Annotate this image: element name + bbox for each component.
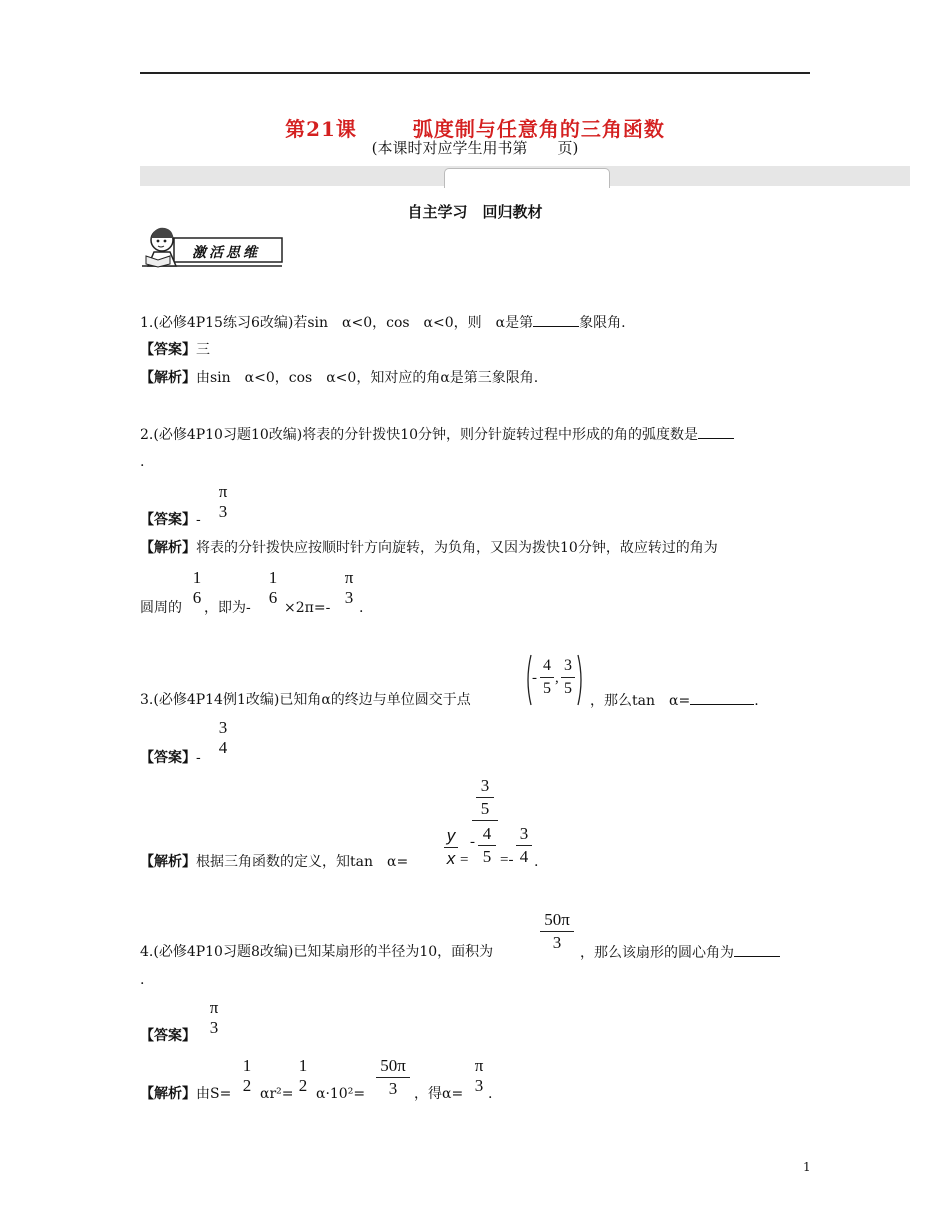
q4-half-1: 1 2 [242,1056,252,1095]
q2-analysis: 【解析】将表的分针拨快应按顺时针方向旋转，为负角，又因为拨快10分钟，故应转过的角为 [140,540,718,556]
q2-fraction-1: 1 6 [192,568,202,607]
left-paren-icon [524,654,532,706]
activate-thinking-badge [140,226,286,272]
q4-question: 4.(必修4P10习题8改编)已知某扇形的半径为10，面积为 [140,944,494,960]
q3-point-y: 3 5 [561,656,575,699]
right-paren-icon [577,654,585,706]
q4-result-fraction: π 3 [474,1056,484,1095]
q4-question-b: ，那么该扇形的圆心角为 [580,942,780,963]
q4-half-2: 1 2 [298,1056,308,1095]
q2-fraction-3: π 3 [344,568,354,607]
q3-top-fraction: 3 5 [476,776,494,819]
q2-analysis-b: ，即为- [204,600,251,616]
q3-point: - 4 5 , 3 5 [524,654,586,706]
q2-question-end: . [140,454,145,470]
q2-fraction-2: 1 6 [268,568,278,607]
q2-blank [698,424,734,439]
q3-bottom-fraction: 4 5 [478,824,496,867]
top-rule [140,72,810,74]
lesson-number: 第21课 [285,117,357,141]
q3-answer: 【答案】- [140,750,201,766]
lesson-subtitle: (本课时对应学生用书第 页) [371,139,579,157]
q4-analysis: 【解析】由S= [140,1086,232,1102]
q1-blank [533,312,579,327]
q3-y-over-x: y x [444,826,458,869]
q3-result-fraction: 3 4 [516,824,532,867]
q4-blank [734,942,780,957]
q4-answer: 【答案】 [140,1028,196,1044]
q1-question: 1.(必修4P15练习6改编)若sin α<0，cos α<0，则 α是第 象限角. [140,312,626,333]
q3-blank [690,690,754,705]
q2-analysis-cont: 圆周的 [140,600,182,616]
badge-label: 激活思维 [192,245,260,261]
q1-answer: 【答案】三 [140,342,210,358]
section-heading: 自主学习 回归教材 [407,203,543,221]
q2-analysis-d: . [359,600,364,616]
q2-answer: 【答案】- [140,512,201,528]
q4-question-end: . [140,972,145,988]
page-number: 1 [803,1160,811,1174]
q2-analysis-c: ×2π=- [284,600,331,616]
section-tab [444,168,610,188]
q4-area-fraction: 50π 3 [540,910,574,953]
q4-answer-fraction: π 3 [209,998,219,1037]
q3-answer-fraction: 3 4 [218,718,228,757]
q2-question: 2.(必修4P10习题10改编)将表的分针拨快10分钟，则分针旋转过程中形成的角的弧度数是 [140,424,734,445]
q2-answer-fraction: π 3 [218,482,228,521]
q3-analysis: 【解析】根据三角函数的定义，知tan α= [140,854,409,870]
q3-compound-fraction: 3 5 - 4 5 [470,776,500,868]
lesson-topic: 弧度制与任意角的三角函数 [412,117,665,141]
q1-analysis: 【解析】由sin α<0，cos α<0，知对应的角α是第三象限角. [140,370,539,386]
q3-point-x: 4 5 [540,656,554,699]
q3-question: 3.(必修4P14例1改编)已知角α的终边与单位圆交于点 [140,692,471,708]
q4-area-fraction-2: 50π 3 [376,1056,410,1099]
q3-question-b: ，那么tan α= . [590,690,759,711]
